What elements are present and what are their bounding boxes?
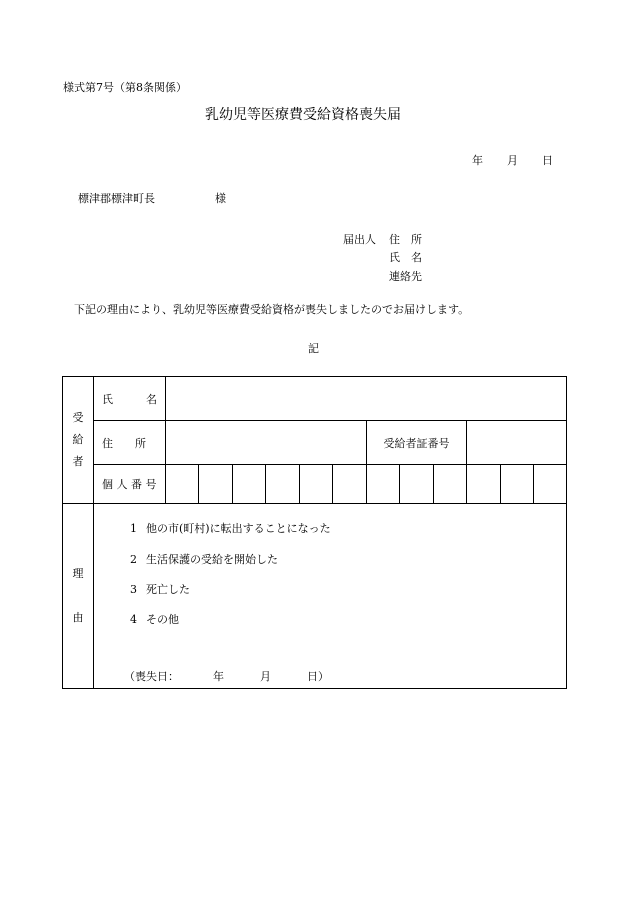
individual-number-digit[interactable]: [501, 465, 534, 504]
form-table: [62, 376, 567, 689]
loss-date-month[interactable]: 月: [260, 670, 271, 683]
ki-marker: 記: [308, 342, 319, 355]
date-day: 日: [542, 154, 553, 167]
address-label: 住 所: [94, 421, 166, 465]
individual-number-digit[interactable]: [266, 465, 300, 504]
individual-number-digit[interactable]: [400, 465, 434, 504]
notifier-address-label: 住 所: [389, 233, 422, 246]
name-field[interactable]: [166, 377, 567, 421]
date-line: [472, 155, 553, 166]
document-title: 乳幼児等医療費受給資格喪失届: [205, 107, 401, 123]
individual-number-digit[interactable]: [467, 465, 501, 504]
date-month: 月: [507, 154, 518, 167]
loss-date: （喪失日： 年 月 日）: [124, 670, 329, 683]
individual-number-digit[interactable]: [367, 465, 400, 504]
individual-number-digit[interactable]: [333, 465, 367, 504]
notifier-label: 届出人: [343, 233, 376, 246]
form-number: 様式第7号（第8条関係）: [63, 81, 187, 94]
individual-number-digit[interactable]: [534, 465, 567, 504]
reason-cell: [94, 504, 567, 689]
individual-number-digit[interactable]: [199, 465, 233, 504]
honorific: 様: [215, 192, 226, 205]
reason-item[interactable]: 3 死亡した: [130, 583, 190, 596]
cert-number-field[interactable]: [467, 421, 567, 465]
individual-number-label: 個 人 番 号: [94, 465, 166, 504]
individual-number-digit[interactable]: [233, 465, 266, 504]
loss-date-year[interactable]: 年: [213, 670, 224, 683]
date-year: 年: [472, 154, 483, 167]
loss-date-day[interactable]: 日）: [307, 670, 329, 683]
recipient-label: 受 給 者: [63, 377, 94, 504]
address-field[interactable]: [166, 421, 367, 465]
individual-number-digit[interactable]: [300, 465, 333, 504]
name-label: 氏 名: [94, 377, 166, 421]
reason-item[interactable]: 1 他の市(町村)に転出することになった: [130, 522, 331, 535]
addressee: 標津郡標津町長: [78, 192, 155, 205]
cert-number-label: 受給者証番号: [367, 421, 467, 465]
individual-number-digit[interactable]: [434, 465, 467, 504]
notifier-contact-label: 連絡先: [389, 270, 422, 283]
reason-item[interactable]: 2 生活保護の受給を開始した: [130, 553, 278, 566]
reason-label: 理 由: [63, 504, 94, 689]
notifier-name-label: 氏 名: [389, 251, 422, 264]
individual-number-digit[interactable]: [166, 465, 199, 504]
statement: 下記の理由により、乳幼児等医療費受給資格が喪失しましたのでお届けします。: [74, 303, 470, 316]
reason-item[interactable]: 4 その他: [130, 613, 179, 626]
